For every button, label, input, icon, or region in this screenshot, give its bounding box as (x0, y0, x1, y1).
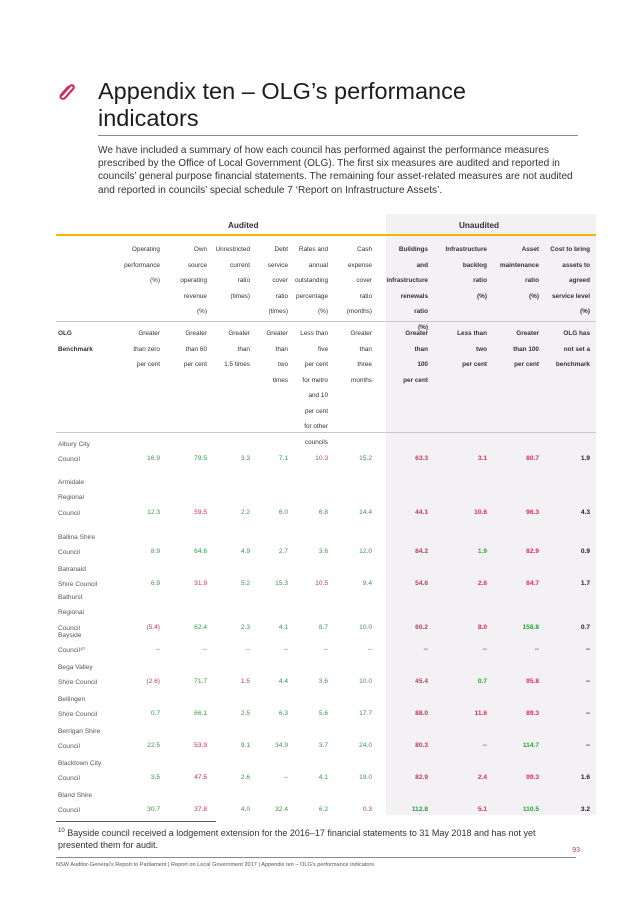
benchmark-line: five (318, 345, 328, 353)
footnote-rule (56, 821, 216, 822)
council-name-line: Council (58, 509, 80, 517)
column-header (328, 242, 372, 320)
council-name (58, 530, 138, 561)
column-header-line: infrastructure (386, 277, 428, 284)
table-cell: 2.5 (240, 710, 250, 718)
table-cell: 24.0 (359, 742, 372, 750)
table-cell: 3.6 (318, 548, 328, 556)
table-cell: 89.3 (526, 710, 539, 718)
column-header-line: ratio (414, 308, 428, 315)
benchmark-line: per cent (183, 361, 207, 368)
table-cell: 1.5 (240, 678, 250, 686)
column-header-line: Buildings (398, 246, 428, 253)
benchmark-line: per cent (462, 361, 487, 368)
table-cell: 66.1 (194, 710, 207, 718)
table-cell: 6.2 (318, 806, 328, 814)
column-header-line: (%) (418, 323, 428, 331)
benchmark-line: than (414, 345, 428, 353)
column-header-line: annual (308, 261, 328, 269)
column-header-line: Operating (131, 246, 160, 253)
table-cell: 0.9 (580, 548, 590, 556)
table-cell: -- (155, 646, 160, 654)
table-cell: 16.9 (147, 455, 160, 463)
column-header-line: service level (551, 292, 590, 300)
table-cell: 4.0 (240, 806, 250, 814)
table-cell: -- (585, 678, 590, 686)
column-header-line: (times) (268, 308, 288, 315)
table-cell: 4.4 (278, 678, 288, 686)
table-cell: 22.5 (147, 742, 160, 750)
table-cell: 54.6 (415, 580, 428, 588)
table-cell: 82.9 (415, 774, 428, 782)
benchmark-line: Greater (350, 330, 372, 337)
benchmark-line: than 100 (513, 345, 539, 353)
benchmark-line: than (275, 345, 288, 353)
table-cell: 62.4 (194, 623, 207, 631)
council-name (58, 660, 138, 691)
table-cell: 88.0 (415, 710, 428, 718)
page-title: Appendix ten – OLG’s performance indicators (98, 78, 466, 131)
council-name-line: Berrigan Shire (58, 728, 101, 735)
council-name-line: Bathurst (58, 594, 83, 601)
council-name-line: Council (58, 807, 80, 815)
table-cell: 7.1 (278, 455, 288, 463)
table-cell: 0.3 (362, 806, 372, 814)
table-cell: 64.6 (194, 548, 207, 556)
table-cell: 31.9 (194, 580, 207, 588)
paperclip-icon (56, 80, 76, 102)
table-cell: 15.3 (275, 580, 288, 588)
benchmark-line: Greater (185, 330, 207, 337)
table-cell: 96.3 (526, 508, 539, 516)
benchmark-cell (427, 326, 487, 373)
benchmark-line: times (272, 376, 288, 384)
table-cell: 8.9 (150, 548, 160, 556)
column-header-line: Infrastructure (445, 246, 487, 253)
table-cell: 3.1 (477, 455, 487, 463)
table-cell: -- (323, 646, 328, 654)
table-cell: -- (283, 646, 288, 654)
column-header (102, 242, 160, 289)
column-header (427, 242, 487, 304)
benchmark-cell (328, 326, 372, 388)
column-header-line: ratio (275, 292, 288, 300)
column-header-line: Debt (274, 246, 288, 253)
council-name-line: Shire Council (58, 581, 98, 589)
table-cell: 5.1 (477, 806, 487, 814)
table-cell: 60.2 (415, 623, 428, 631)
table-cell: 12.0 (359, 548, 372, 556)
benchmark-line: for other (304, 423, 328, 430)
table-cell: -- (585, 646, 590, 654)
benchmark-line: councils (304, 438, 328, 446)
title-divider (98, 135, 578, 136)
table-cell: 112.8 (411, 806, 428, 814)
table-cell: 0.7 (580, 623, 590, 631)
table-cell: 4.1 (318, 774, 328, 782)
table-cell: 80.7 (526, 455, 539, 463)
table-cell: 4.3 (580, 508, 590, 516)
table-cell: 59.5 (194, 508, 207, 516)
table-cell: 3.6 (318, 678, 328, 686)
column-header-line: revenue (183, 292, 207, 300)
table-cell: 6.8 (318, 508, 328, 516)
council-name-line: Bega Valley (58, 664, 93, 671)
council-name-line: Bellingen (58, 696, 86, 703)
benchmark-line: per cent (304, 407, 328, 415)
council-name (58, 628, 138, 659)
column-header-line: cover (272, 277, 288, 284)
benchmark-line: Greater (266, 330, 288, 337)
benchmark-line: per cent (514, 361, 539, 368)
column-header-line: assets to (562, 261, 590, 269)
table-top-rule (56, 234, 596, 236)
column-header-line: current (230, 261, 250, 269)
benchmark-line: two (278, 361, 288, 368)
council-name (58, 724, 138, 755)
table-cell: 47.5 (194, 774, 207, 782)
footer-rule (56, 857, 576, 858)
footnote-marker: 10 (58, 828, 65, 834)
column-header-line: Cost to bring (550, 246, 590, 253)
column-header-line: Unrestricted (215, 246, 250, 253)
table-cell: 63.3 (415, 455, 428, 463)
table-cell: 4.1 (278, 623, 288, 631)
table-cell: 6.0 (278, 508, 288, 516)
benchmark-line: three (357, 361, 372, 368)
benchmark-line: Greater (228, 330, 250, 337)
column-header-line: and (416, 261, 428, 269)
council-name-line: Shire Council (58, 711, 98, 719)
council-name-line: Regional (58, 494, 85, 502)
council-name-line: Council (58, 549, 80, 557)
column-header-line: ratio (237, 277, 250, 284)
table-cell: 30.7 (147, 806, 160, 814)
benchmark-divider (56, 432, 596, 433)
benchmark-line: months (351, 376, 372, 384)
intro-paragraph: We have included a summary of how each council has performed against the performance measures prescribed by the Office of Local Government (OLG). The first six measures are audited and reported in councils’ general purpose financial statements. The remaining four asset-related measures are not audited and reported in councils’ special schedule 7 ‘Report on Infrastructure Assets’. (98, 145, 573, 196)
table-cell: -- (585, 742, 590, 750)
table-cell: 1.6 (580, 774, 590, 782)
unaudited-group-header: Unaudited (459, 221, 500, 230)
table-cell: -- (585, 710, 590, 718)
table-cell: -- (245, 646, 250, 654)
table-cell: -- (283, 774, 288, 782)
benchmark-line: not set a (563, 345, 590, 353)
table-cell: 95.8 (526, 678, 539, 686)
council-name-line: Blacktown City (58, 760, 102, 767)
table-cell: 44.1 (415, 508, 428, 516)
table-cell: 71.7 (194, 678, 207, 686)
table-cell: (5.4) (146, 623, 160, 631)
table-cell: 84.7 (526, 580, 539, 588)
table-cell: 9.4 (362, 580, 372, 588)
table-cell: 8.7 (318, 623, 328, 631)
benchmark-line: 100 (417, 361, 428, 368)
council-name-line: Council¹⁰ (58, 647, 85, 655)
table-cell: 2.6 (477, 580, 487, 588)
table-cell: 1.9 (477, 548, 487, 556)
benchmark-cell (102, 326, 160, 373)
table-cell: -- (534, 646, 539, 654)
table-cell: (2.6) (146, 678, 160, 686)
table-cell: 53.9 (194, 742, 207, 750)
table-cell: 17.7 (359, 710, 372, 718)
benchmark-label-line: Benchmark (58, 345, 93, 353)
column-header-line: maintenance (499, 261, 539, 269)
benchmark-line: OLG has (563, 330, 590, 337)
table-cell: 6.9 (150, 580, 160, 588)
benchmark-line: per cent (136, 361, 160, 368)
column-header-line: (times) (230, 292, 250, 300)
column-header-line: Asset (521, 246, 539, 253)
benchmark-line: Greater (516, 330, 539, 337)
column-header-line: ratio (473, 277, 487, 284)
table-cell: 0.7 (150, 710, 160, 718)
column-header (200, 242, 250, 304)
council-name-line: Bland Shire (58, 792, 93, 799)
table-cell: 99.3 (526, 774, 539, 782)
column-header-line: outstanding (294, 277, 328, 284)
table-cell: 15.2 (359, 455, 372, 463)
table-cell: -- (423, 646, 428, 654)
benchmark-line: than zero (133, 345, 160, 353)
table-cell: 82.9 (526, 548, 539, 556)
table-cell: 10.0 (359, 623, 372, 631)
table-cell: 3.3 (240, 455, 250, 463)
council-name (58, 756, 138, 787)
column-header-line: (%) (529, 292, 539, 300)
column-header-line: backlog (462, 261, 487, 269)
table-cell: 11.6 (474, 710, 487, 718)
column-header-line: (%) (477, 292, 487, 300)
table-cell: 5.6 (318, 710, 328, 718)
table-cell: 10.5 (315, 580, 328, 588)
table-cell: 10.0 (359, 678, 372, 686)
table-cell: 14.4 (359, 508, 372, 516)
table-cell: 84.2 (415, 548, 428, 556)
benchmark-label-line: OLG (58, 330, 72, 337)
table-cell: 9.1 (240, 742, 250, 750)
table-cell: 2.4 (477, 774, 487, 782)
table-cell: 2.3 (240, 623, 250, 631)
column-header-line: Rates and (298, 246, 328, 253)
council-name-line: Council (58, 456, 80, 464)
column-header-line: (%) (197, 308, 207, 315)
table-cell: 5.2 (240, 580, 250, 588)
running-footer: NSW Auditor-General's Report to Parliament | Report on Local Government 2017 | Appendix ten – OLG's performance indicators (56, 862, 375, 868)
table-cell: 110.5 (522, 806, 539, 814)
benchmark-line: Less than (457, 330, 487, 337)
column-header-line: performance (124, 261, 160, 269)
column-header-line: renewals (400, 292, 428, 300)
table-cell: 37.8 (194, 806, 207, 814)
table-cell: -- (202, 646, 207, 654)
table-cell: 6.3 (278, 710, 288, 718)
page-number: 93 (572, 847, 580, 854)
table-cell: 1.9 (580, 455, 590, 463)
council-name-line: Regional (58, 609, 85, 617)
benchmark-line: benchmark (555, 361, 590, 368)
table-cell: 158.8 (522, 623, 539, 631)
table-cell: 19.0 (359, 774, 372, 782)
column-header-line: (%) (580, 308, 590, 315)
benchmark-line: than 60 (185, 345, 207, 353)
table-cell: 114.7 (522, 742, 539, 750)
column-header (370, 242, 428, 335)
column-header-line: cover (356, 277, 372, 284)
council-name-line: Armidale (58, 479, 85, 486)
column-header-line: expense (347, 261, 372, 269)
column-header (530, 242, 590, 320)
column-header-line: percentage (296, 292, 328, 300)
header-divider (56, 321, 596, 322)
table-cell: 2.7 (278, 548, 288, 556)
column-header-line: (months) (346, 308, 372, 315)
council-name-line: Bayside (58, 632, 82, 639)
council-name-line: Albury City (58, 441, 90, 448)
benchmark-line: than (237, 345, 250, 353)
council-name (58, 692, 138, 723)
council-name-line: Ballina Shire (58, 534, 96, 541)
council-name-line: Council (58, 743, 80, 751)
column-header-line: ratio (525, 277, 539, 284)
benchmark-cell (370, 326, 428, 388)
column-header-line: (%) (150, 277, 160, 284)
table-cell: 2.2 (240, 508, 250, 516)
audited-group-header: Audited (228, 221, 259, 230)
benchmark-line: Greater (138, 330, 160, 337)
benchmark-cell (200, 326, 250, 373)
column-header-line: agreed (569, 277, 590, 284)
table-cell: 1.7 (580, 580, 590, 588)
benchmark-line: than (359, 345, 372, 353)
table-cell: 79.5 (194, 455, 207, 463)
column-header-line: ratio (359, 292, 372, 300)
council-name (58, 562, 138, 593)
footnote-text: Bayside council received a lodgement extension for the 2016–17 financial statements to 31 May 2018 and has not yet presented them for audit. (58, 828, 536, 850)
table-cell: 10.3 (315, 455, 328, 463)
column-header-line: Cash (357, 246, 372, 253)
table-cell: 8.0 (477, 623, 487, 631)
council-name-line: Balranald (58, 566, 86, 573)
column-header-line: (%) (318, 308, 328, 315)
table-cell: 2.6 (240, 774, 250, 782)
column-header (278, 242, 328, 320)
table-cell: -- (482, 742, 487, 750)
table-cell: 4.9 (240, 548, 250, 556)
benchmark-line: two (475, 345, 487, 353)
column-header-line: Own (193, 246, 207, 253)
table-cell: -- (482, 646, 487, 654)
table-cell: 80.3 (415, 742, 428, 750)
benchmark-line: per cent (403, 376, 428, 384)
column-header-line: source (187, 261, 207, 269)
table-cell: 3.7 (318, 742, 328, 750)
council-name (58, 788, 138, 819)
table-cell: 10.6 (474, 508, 487, 516)
council-name-line: Council (58, 624, 80, 632)
table-cell: 34.9 (275, 742, 288, 750)
table-cell: 45.4 (415, 678, 428, 686)
benchmark-line: and 10 (308, 392, 328, 399)
council-name (58, 437, 138, 468)
table-cell: 0.7 (477, 678, 487, 686)
benchmark-cell (530, 326, 590, 373)
benchmark-line: Less than (300, 330, 328, 337)
footnote (58, 825, 578, 851)
table-cell: 3.2 (580, 806, 590, 814)
table-cell: 3.5 (150, 774, 160, 782)
council-name-line: Shire Council (58, 679, 98, 687)
column-header-line: operating (180, 277, 207, 284)
table-cell: 32.4 (275, 806, 288, 814)
column-header-line: service (267, 261, 288, 269)
table-cell: -- (367, 646, 372, 654)
table-cell: 12.3 (147, 508, 160, 516)
benchmark-line: 1.5 times (224, 361, 250, 368)
benchmark-line: for metro (302, 376, 328, 384)
benchmark-line: Greater (405, 330, 428, 337)
council-name-line: Council (58, 775, 80, 783)
benchmark-line: per cent (304, 361, 328, 368)
